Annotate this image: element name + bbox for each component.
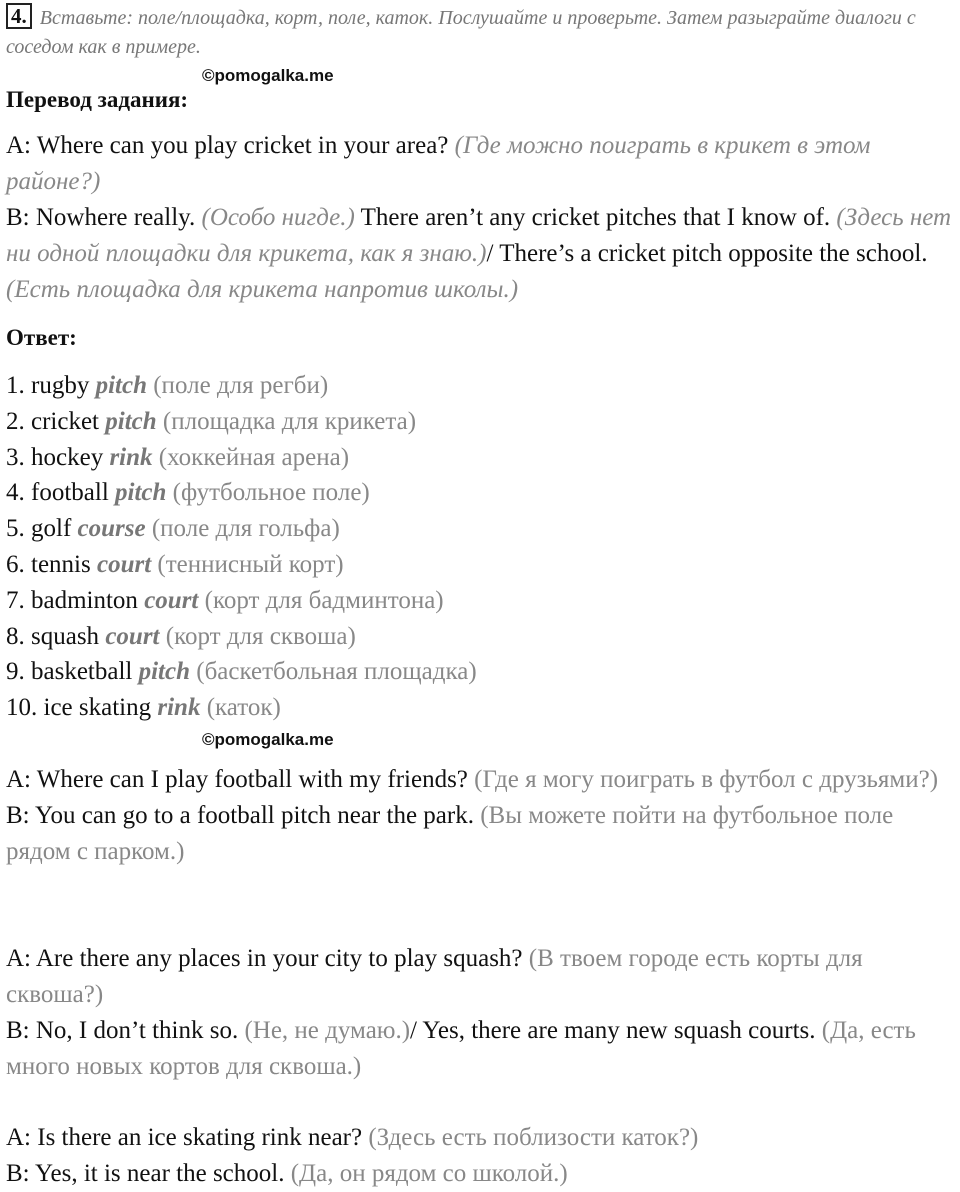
answer-word: court	[105, 622, 160, 650]
example-b-translation-3: (Есть площадка для крикета напротив школы.)	[6, 276, 519, 303]
example-b-text-1: B: Nowhere really.	[6, 204, 196, 231]
answer-gloss: (корт для бадминтона)	[204, 586, 444, 614]
answer-prefix: 3. hockey	[6, 443, 104, 471]
answer-prefix: 2. cricket	[6, 407, 100, 435]
dialogue-2	[6, 941, 956, 1085]
answer-prefix: 10. ice skating	[6, 694, 152, 722]
list-item	[6, 511, 477, 547]
answer-gloss: (футбольное поле)	[172, 479, 370, 507]
answer-gloss: (хоккейная арена)	[158, 443, 350, 471]
answer-gloss: (поле для регби)	[153, 372, 329, 399]
answer-prefix: 5. golf	[6, 515, 72, 543]
dialogue-b-text: B: Yes, it is near the school.	[6, 1160, 285, 1187]
answer-prefix: 4. football	[6, 479, 109, 507]
example-dialogue	[6, 128, 956, 308]
watermark: ©pomogalka.me	[202, 730, 334, 749]
dialogue-a-text: A: Where can I play football with my friends?	[6, 766, 468, 793]
answer-prefix: 9. basketball	[6, 658, 133, 686]
task-instruction-text: Вставьте: поле/площадка, корт, поле, каток. Послушайте и проверьте. Затем разыграйте диалоги с соседом как в примере.	[6, 7, 916, 58]
answer-word: pitch	[138, 658, 191, 686]
answer-prefix: 7. badminton	[6, 586, 138, 614]
dialogue-b-text: B: No, I don’t think so.	[6, 1017, 239, 1044]
list-item	[6, 368, 477, 404]
dialogue-b-translation: (Не, не думаю.)	[244, 1017, 411, 1044]
dialogue-b-text: B: You can go to a football pitch near the park.	[6, 802, 474, 829]
dialogue-3	[6, 1120, 956, 1192]
dialogue-a-translation: (В твоем городе есть корты для сквоша?)	[6, 945, 863, 1008]
example-b-translation-1: (Особо нигде.)	[201, 204, 355, 231]
answer-heading: Ответ:	[6, 325, 77, 350]
list-item	[6, 440, 477, 476]
answer-list	[6, 368, 477, 726]
example-a-translation: (Где можно поиграть в крикет в этом районе?)	[6, 132, 871, 195]
list-item	[6, 404, 477, 440]
watermark: ©pomogalka.me	[202, 66, 334, 85]
list-item	[6, 547, 477, 583]
list-item	[6, 475, 477, 511]
answer-gloss: (площадка для крикета)	[162, 407, 417, 435]
dialogue-b-text-2: / Yes, there are many new squash courts.	[410, 1017, 816, 1044]
answer-word: pitch	[115, 479, 167, 507]
answer-gloss: (теннисный корт)	[157, 550, 344, 578]
task-instruction	[6, 4, 951, 62]
dialogue-a-translation: (Где я могу поиграть в футбол с друзьями?)	[474, 766, 939, 793]
dialogue-a-text: A: Is there an ice skating rink near?	[6, 1124, 363, 1151]
list-item	[6, 583, 477, 619]
dialogue-a-translation: (Здесь есть поблизости каток?)	[368, 1124, 699, 1151]
example-a-text: A: Where can you play cricket in your area?	[6, 132, 449, 159]
answer-gloss: (баскетбольная площадка)	[196, 658, 477, 686]
answer-word: pitch	[105, 407, 157, 435]
dialogue-b-translation-2: (Да, есть много новых кортов для сквоша.)	[6, 1017, 916, 1080]
answer-prefix: 8. squash	[6, 622, 100, 650]
list-item	[6, 654, 477, 690]
dialogue-b-translation: (Вы можете пойти на футбольное поле рядом с парком.)	[6, 802, 894, 865]
answer-word: court	[144, 586, 199, 614]
answer-gloss: (каток)	[206, 694, 281, 722]
answer-gloss: (корт для сквоша)	[165, 622, 356, 650]
answer-prefix: 6. tennis	[6, 550, 91, 578]
translation-heading: Перевод задания:	[6, 87, 189, 112]
dialogue-b-translation: (Да, он рядом со школой.)	[290, 1160, 568, 1187]
example-b-text-2: There aren’t any cricket pitches that I know of.	[360, 204, 831, 231]
answer-prefix: 1. rugby	[6, 372, 90, 399]
answer-word: pitch	[95, 372, 147, 399]
example-b-translation-2: (Здесь нет ни одной площадки для крикета, как я знаю.)	[6, 204, 952, 267]
dialogue-1	[6, 762, 956, 870]
answer-word: rink	[109, 443, 153, 471]
answer-gloss: (поле для гольфа)	[151, 515, 340, 543]
answer-word: course	[77, 515, 146, 543]
dialogue-a-text: A: Are there any places in your city to play squash?	[6, 945, 523, 972]
example-b-text-3: / There’s a cricket pitch opposite the school.	[486, 240, 928, 267]
list-item	[6, 690, 477, 726]
list-item	[6, 619, 477, 655]
task-number: 4.	[6, 3, 32, 29]
answer-word: court	[96, 550, 152, 578]
answer-word: rink	[157, 694, 201, 722]
